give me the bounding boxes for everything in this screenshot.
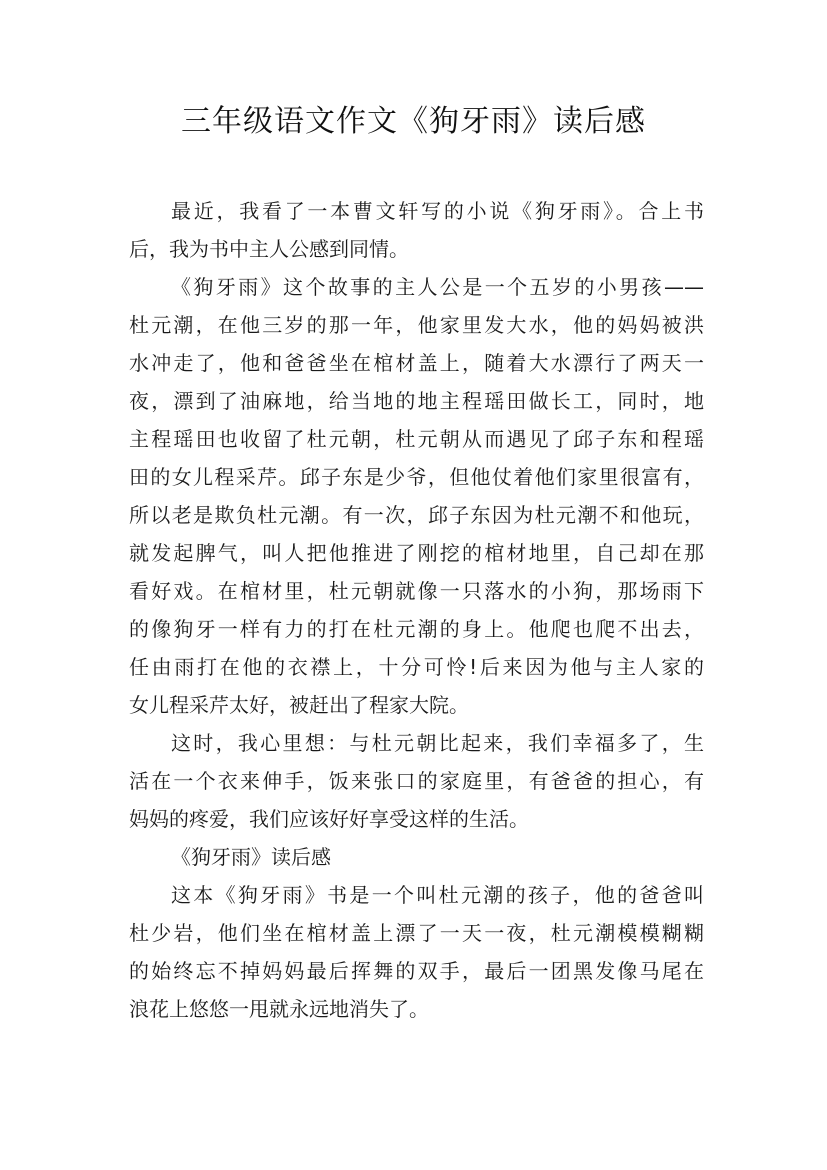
body-text-line: 最近，我看了一本曹文轩写的小说《狗牙雨》。合上书 — [171, 199, 704, 223]
body-text-line: 《狗牙雨》这个故事的主人公是一个五岁的小男孩—— — [171, 275, 704, 299]
body-text-line: 妈妈的疼爱，我们应该好好享受这样的生活。 — [129, 807, 529, 831]
body-text-line: 女儿程采芹太好，被赶出了程家大院。 — [129, 693, 469, 717]
body-text-line: 这本《狗牙雨》书是一个叫杜元潮的孩子，他的爸爸叫 — [171, 883, 704, 907]
body-text-line: 所以老是欺负杜元潮。有一次，邱子东因为杜元潮不和他玩， — [129, 503, 704, 527]
body-text-line: 看好戏。在棺材里，杜元朝就像一只落水的小狗，那场雨下 — [129, 579, 704, 603]
body-text-line: 田的女儿程采芹。邱子东是少爷，但他仗着他们家里很富有， — [129, 465, 704, 489]
body-text-line: 夜，漂到了油麻地，给当地的地主程瑶田做长工，同时，地 — [129, 389, 704, 413]
body-text-line: 的像狗牙一样有力的打在杜元潮的身上。他爬也爬不出去， — [129, 617, 704, 641]
body-text-line: 浪花上悠悠一甩就永远地消失了。 — [129, 997, 429, 1021]
body-text-line: 活在一个衣来伸手，饭来张口的家庭里，有爸爸的担心，有 — [129, 769, 704, 793]
document-title: 三年级语文作文《狗牙雨》读后感 — [181, 104, 646, 139]
body-text-line: 任由雨打在他的衣襟上，十分可怜!后来因为他与主人家的 — [129, 655, 704, 679]
body-text-line: 的始终忘不掉妈妈最后挥舞的双手，最后一团黑发像马尾在 — [129, 959, 704, 983]
body-text-line: 杜少岩，他们坐在棺材盖上漂了一天一夜，杜元潮模模糊糊 — [129, 921, 704, 945]
body-text-line: 水冲走了，他和爸爸坐在棺材盖上，随着大水漂行了两天一 — [129, 351, 704, 375]
body-text-line: 这时，我心里想：与杜元朝比起来，我们幸福多了，生 — [171, 731, 704, 755]
body-text-line: 就发起脾气，叫人把他推进了刚挖的棺材地里，自己却在那 — [129, 541, 704, 565]
body-text-line: 后，我为书中主人公感到同情。 — [129, 237, 409, 261]
body-text-line: 主程瑶田也收留了杜元朝，杜元朝从而遇见了邱子东和程瑶 — [129, 427, 704, 451]
body-text-line: 杜元潮，在他三岁的那一年，他家里发大水，他的妈妈被洪 — [129, 313, 704, 337]
section-heading-line: 《狗牙雨》读后感 — [171, 845, 331, 869]
